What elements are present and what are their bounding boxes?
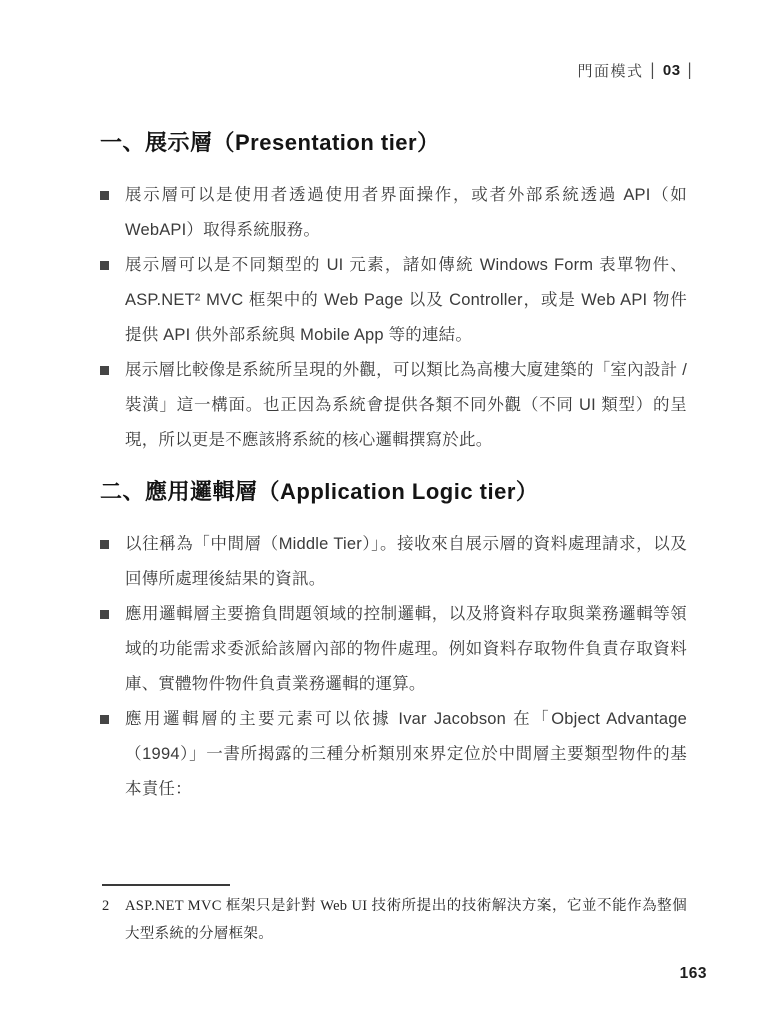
bullet-text: 應用邏輯層的主要元素可以依據 Ivar Jacobson 在「Object Advantage（1994）」一書所揭露的三種分析類別來界定位於中間層主要類型物件的基本責任： xyxy=(125,710,687,798)
list-item xyxy=(100,353,687,458)
header-divider: | xyxy=(687,60,693,81)
page-number: 163 xyxy=(679,965,707,982)
list-item xyxy=(100,597,687,702)
running-header xyxy=(577,60,700,81)
section-heading-presentation-tier: 一、展示層（Presentation tier） xyxy=(100,130,440,155)
bullet-square-icon xyxy=(100,715,109,724)
bullet-text: 展示層可以是使用者透過使用者界面操作，或者外部系統透過 API（如 WebAPI）取得系統服務。 xyxy=(125,186,687,239)
chapter-number: 03 xyxy=(662,62,681,79)
bullet-text: 展示層可以是不同類型的 UI 元素，諸如傳統 Windows Form 表單物件、ASP.NET² MVC 框架中的 Web Page 以及 Controller，或是 Web API 物件提供 API 供外部系統與 Mobile App 等的連結。 xyxy=(125,256,687,344)
section-heading-application-logic-tier: 二、應用邏輯層（Application Logic tier） xyxy=(100,479,539,504)
application-logic-tier-bullet-list xyxy=(100,527,687,807)
footnote xyxy=(102,892,687,948)
bullet-text: 以往稱為「中間層（Middle Tier）」。接收來自展示層的資料處理請求，以及回傳所處理後結果的資訊。 xyxy=(125,535,687,588)
footnote-number: 2 xyxy=(102,898,110,914)
bullet-square-icon xyxy=(100,610,109,619)
footnote-area xyxy=(102,884,687,948)
bullet-square-icon xyxy=(100,366,109,375)
header-divider: | xyxy=(650,60,656,81)
page-content xyxy=(100,128,687,807)
bullet-square-icon xyxy=(100,261,109,270)
footnote-text: ASP.NET MVC 框架只是針對 Web UI 技術所提出的技術解決方案，它並不能作為整個大型系統的分層框架。 xyxy=(125,898,687,942)
bullet-text: 應用邏輯層主要擔負問題領域的控制邏輯，以及將資料存取與業務邏輯等領域的功能需求委派給該層內部的物件處理。例如資料存取物件負責存取資料庫、實體物件物件負責業務邏輯的運算。 xyxy=(125,605,687,693)
presentation-tier-bullet-list xyxy=(100,178,687,458)
bullet-square-icon xyxy=(100,191,109,200)
list-item xyxy=(100,527,687,597)
list-item xyxy=(100,178,687,248)
list-item xyxy=(100,702,687,807)
footnote-divider xyxy=(102,884,230,886)
chapter-title: 門面模式 xyxy=(577,63,644,80)
bullet-text: 展示層比較像是系統所呈現的外觀，可以類比為高樓大廈建築的「室內設計 / 裝潢」這一構面。也正因為系統會提供各類不同外觀（不同 UI 類型）的呈現，所以更是不應該將系統的核心邏輯撰寫於此。 xyxy=(125,361,687,449)
list-item xyxy=(100,248,687,353)
bullet-square-icon xyxy=(100,540,109,549)
